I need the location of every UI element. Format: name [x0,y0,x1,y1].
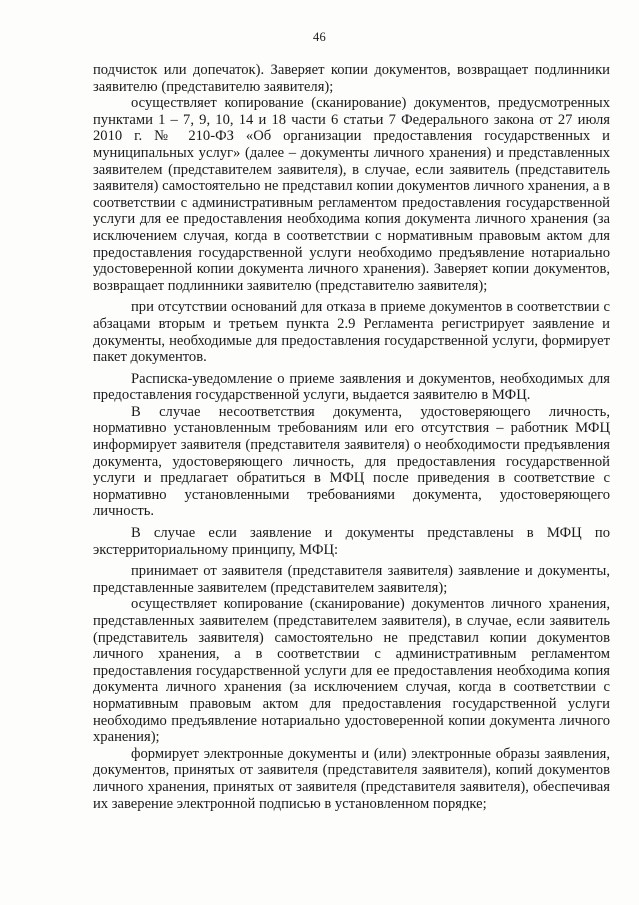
paragraph-copying-documents: осуществляет копирование (сканирование) документов, предусмотренных пунктами 1 – 7, 9, 10, 14 и 18 части 6 статьи 7 Федерального закона от 27 июля 2010 г. № 210-ФЗ «Об организации предоставления государственных и муниципальных услуг» (далее – документы личного хранения) и представленных заявителем (представителем заявителя), в случае, если заявитель (представитель заявителя) самостоятельно не представил копии документов личного хранения, а в соответствии с административным регламентом предоставления государственной услуги для ее предоставления необходима копия документа личного хранения (за исключением случая, когда в соответствии с нормативным правовым актом для предоставления государственной услуги необходимо предъявление нотариально удостоверенной копии документа личного хранения). Заверяет копии документов, возвращает подлинники заявителю (представителю заявителя); [93,95,610,294]
paragraph-registration: при отсутствии оснований для отказа в приеме документов в соответствии с абзацами вторым и третьем пункта 2.9 Регламента регистрирует заявление и документы, необходимые для предоставления государственной услуги, формирует пакет документов. [93,299,610,366]
paragraph-continuation: подчисток или допечаток). Заверяет копии документов, возвращает подлинники заявителю (представителю заявителя); [93,62,610,95]
paragraph-identity-mismatch: В случае несоответствия документа, удостоверяющего личность, нормативно установленным требованиям или его отсутствия – работник МФЦ информирует заявителя (представителя заявителя) о необходимости предъявления документа, удостоверяющего личность, для предоставления государственной услуги и предлагает обратиться в МФЦ после приведения в соответствие с нормативно установленными требованиями документа, удостоверяющего личность. [93,403,610,520]
paragraph-extraterritorial: В случае если заявление и документы представлены в МФЦ по экстерриториальному принципу, МФЦ: [93,525,610,558]
paragraph-electronic-documents: формирует электронные документы и (или) электронные образы заявления, документов, принятых от заявителя (представителя заявителя), копий документов личного хранения, принятых от заявителя (представителя заявителя), обеспечивая их заверение электронной подписью в установленном порядке; [93,745,610,812]
body-text [93,62,610,812]
page-number: 46 [313,30,326,44]
paragraph-receipt-notice: Расписка-уведомление о приеме заявления и документов, необходимых для предоставления государственной услуги, выдается заявителю в МФЦ. [93,370,610,404]
paragraph-copying-personal-documents: осуществляет копирование (сканирование) документов личного хранения, представленных заявителем (представителем заявителя), в случае, если заявитель (представитель заявителя) самостоятельно не представил копии документов личного хранения, а в соответствии с административным регламентом предоставления государственной услуги для ее предоставления необходима копия документа личного хранения (за исключением случая, когда в соответствии с нормативным правовым актом для предоставления государственной услуги необходимо предъявление нотариально удостоверенной копии документа личного хранения); [93,596,610,746]
paragraph-accepts-application: принимает от заявителя (представителя заявителя) заявление и документы, представленные заявителем (представителем заявителя); [93,563,610,596]
